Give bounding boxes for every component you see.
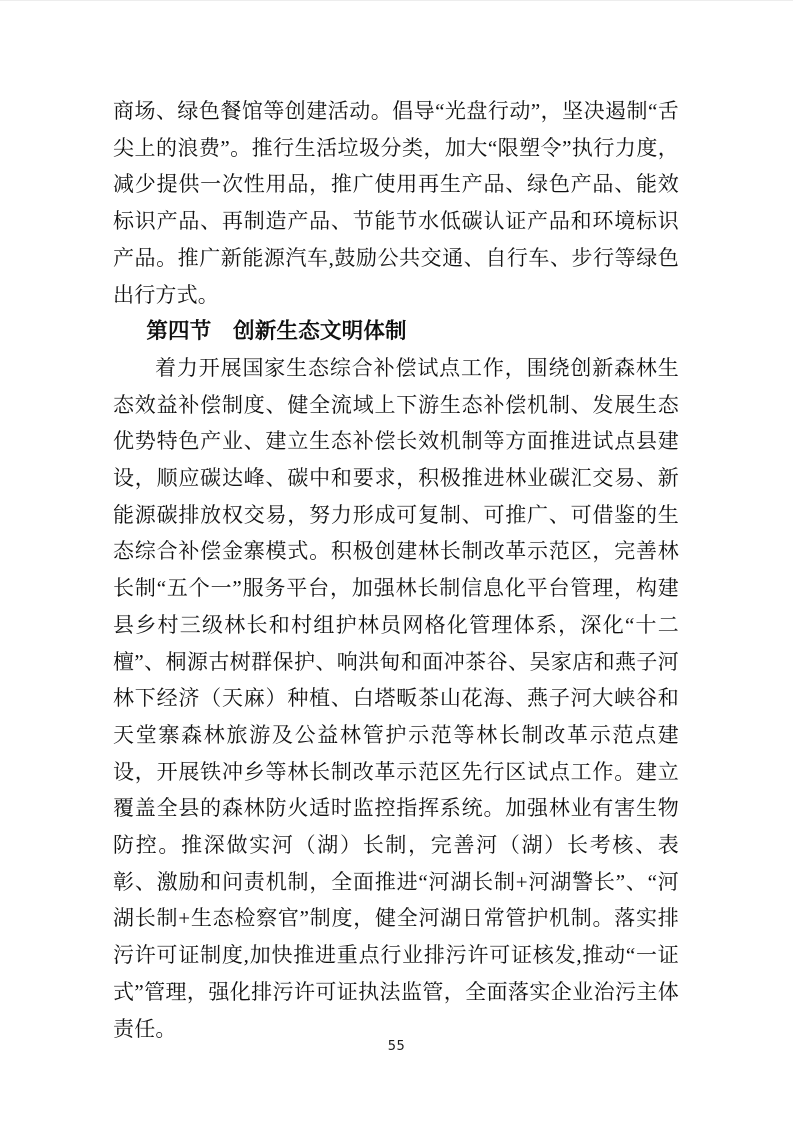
paragraph-eco-civilization-systems: 着力开展国家生态综合补偿试点工作，围绕创新森林生态效益补偿制度、健全流域上下游生态补偿机制、发展生态优势特色产业、建立生态补偿长效机制等方面推进试点县建设，顺应碳达峰、碳中和要求，积极推进林业碳汇交易、新能源碳排放权交易，努力形成可复制、可推广、可借鉴的生态综合补偿金寨模式。积极创建林长制改革示范区，完善林长制“五个一”服务平台，加强林长制信息化平台管理，构建县乡村三级林长和村组护林员网格化管理体系，深化“十二檀”、桐源古树群保护、响洪甸和面冲茶谷、吴家店和燕子河林下经济（天麻）种植、白塔畈茶山花海、燕子河大峡谷和天堂寨森林旅游及公益林管护示范等林长制改革示范点建设，开展铁冲乡等林长制改革示范区先行区试点工作。建立覆盖全县的森林防火适时监控指挥系统。加强林业有害生物防控。推深做实河（湖）长制，完善河（湖）长考核、表彰、激励和问责机制，全面推进“河湖长制+河湖警长”、“河湖长制+生态检察官”制度，健全河湖日常管护机制。落实排污许可证制度,加快推进重点行业排污许可证核发,推动“一证式”管理，强化排污许可证执法监管，全面落实企业治污主体责任。	[113, 355, 679, 1041]
page-number: 55	[387, 1039, 406, 1054]
paragraph-green-lifestyle: 商场、绿色餐馆等创建活动。倡导“光盘行动”，坚决遏制“舌尖上的浪费”。推行生活垃圾分类，加大“限塑令”执行力度，减少提供一次性用品，推广使用再生产品、绿色产品、能效标识产品、再制造产品、节能节水低碳认证产品和环境标识产品。推广新能源汽车,鼓励公共交通、自行车、步行等绿色出行方式。	[113, 99, 679, 307]
section-heading: 第四节 创新生态文明体制	[146, 319, 407, 344]
document-body	[113, 93, 679, 1047]
page-footer	[0, 1037, 793, 1055]
